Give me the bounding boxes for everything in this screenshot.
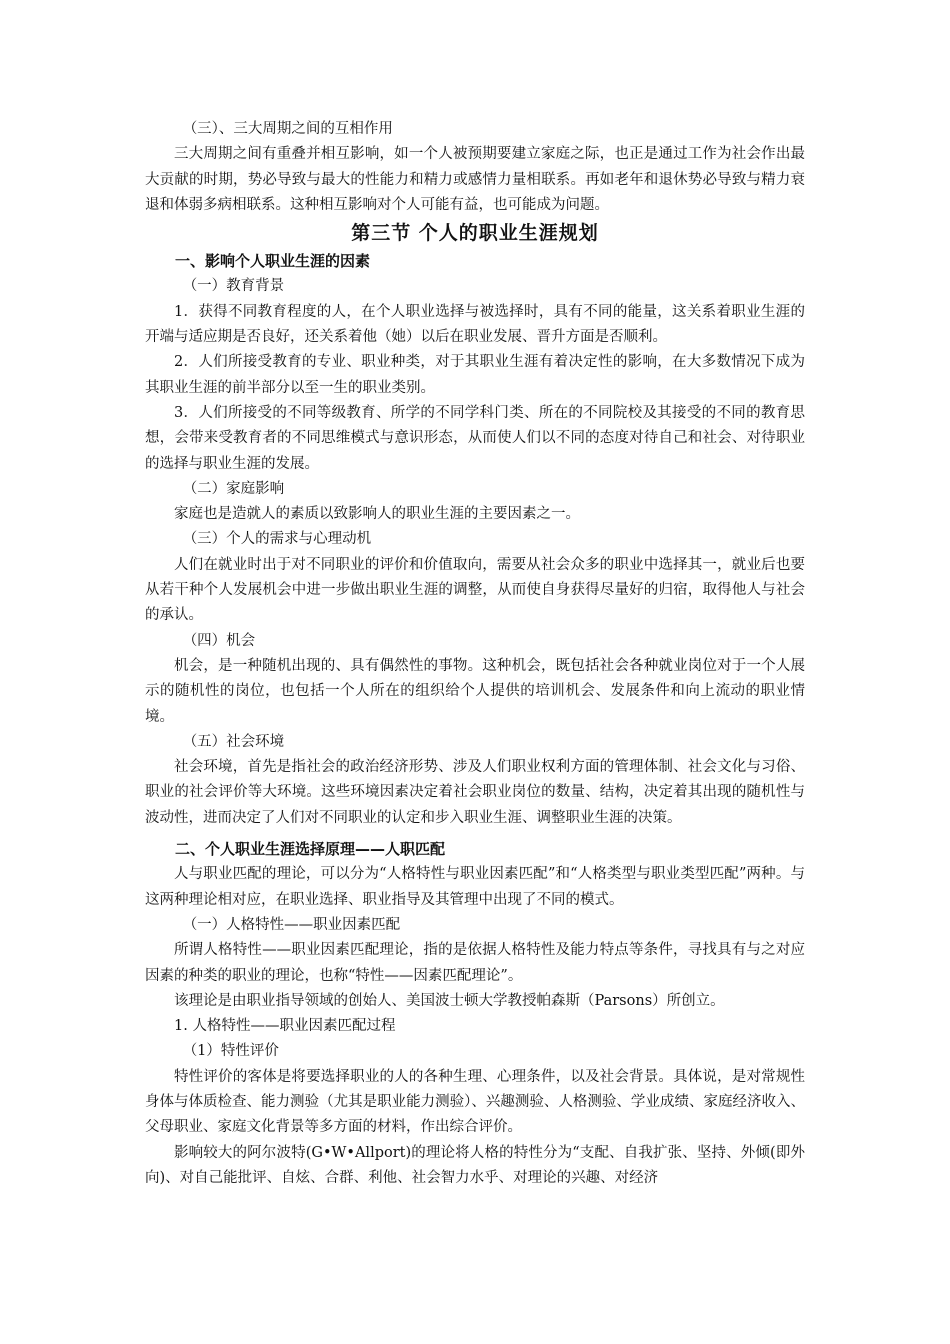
subheading-environment: （五）社会环境 xyxy=(182,733,285,750)
subheading-family: （二）家庭影响 xyxy=(182,480,285,497)
paragraph: 3．人们所接受的不同等级教育、所学的不同学科门类、所在的不同院校及其接受的不同的教育思想，会带来受教育者的不同思维模式与意识形态，从而使人们以不同的态度对待自己和社会、对待职业的选择与职业生涯的发展。 xyxy=(145,404,805,472)
paragraph: 2．人们所接受教育的专业、职业种类，对于其职业生涯有着决定性的影响，在大多数情况下成为其职业生涯的前半部分以至一生的职业类别。 xyxy=(145,354,805,396)
subheading-needs: （三）个人的需求与心理动机 xyxy=(182,531,372,548)
heading-matching: 二、个人职业生涯选择原理——人职匹配 xyxy=(175,840,446,859)
subheading-evaluation: （1）特性评价 xyxy=(182,1043,279,1060)
paragraph: 所谓人格特性——职业因素匹配理论，指的是依据人格特性及能力特点等条件，寻找具有与之对应因素的种类的职业的理论，也称“特性——因素匹配理论”。 xyxy=(145,942,805,984)
paragraph: 1．获得不同教育程度的人，在个人职业选择与被选择时，具有不同的能量，这关系着职业生涯的开端与适应期是否良好，还关系着他（她）以后在职业发展、晋升方面是否顺利。 xyxy=(145,303,805,346)
heading-factors: 一、影响个人职业生涯的因素 xyxy=(175,252,371,271)
section-title: 第三节 个人的职业生涯规划 xyxy=(351,222,599,245)
paragraph: 社会环境，首先是指社会的政治经济形势、涉及人们职业权利方面的管理体制、社会文化与习俗、职业的社会评价等大环境。这些环境因素决定着社会职业岗位的数量、结构，决定着其出现的随机性与波动性，进而决定了人们对不同职业的认定和步入职业生涯、调整职业生涯的决策。 xyxy=(145,759,805,826)
subheading-education: （一）教育背景 xyxy=(182,278,285,295)
subsection-heading: （三）、三大周期之间的互相作用 xyxy=(182,121,393,137)
paragraph: 人与职业匹配的理论，可以分为“人格特性与职业因素匹配”和“人格类型与职业类型匹配”两种。与这两种理论相对应，在职业选择、职业指导及其管理中出现了不同的模式。 xyxy=(145,866,805,908)
paragraph: 影响较大的阿尔波特(G•W•Allport)的理论将人格的特性分为“支配、自我扩张、坚持、外倾(即外向)、对自己能批评、自炫、合群、利他、社会智力水乎、对理论的兴趣、对经济 xyxy=(145,1144,805,1186)
subheading-trait-factor: （一）人格特性——职业因素匹配 xyxy=(182,916,401,933)
paragraph: 该理论是由职业指导领域的创始人、美国波士顿大学教授帕森斯（Parsons）所创立。 xyxy=(174,992,725,1009)
paragraph: 机会，是一种随机出现的、具有偶然性的事物。这种机会，既包括社会各种就业岗位对于一个人展示的随机性的岗位，也包括一个人所在的组织给个人提供的培训机会、发展条件和向上流动的职业情境。 xyxy=(145,657,805,725)
paragraph: 特性评价的客体是将要选择职业的人的各种生理、心理条件，以及社会背景。具体说，是对常规性身体与体质检查、能力测验（尤其是职业能力测验）、兴趣测验、人格测验、学业成绩、家庭经济收入、父母职业、家庭文化背景等多方面的材料，作出综合评价。 xyxy=(145,1068,805,1136)
paragraph: 家庭也是造就人的素质以致影响人的职业生涯的主要因素之一。 xyxy=(174,506,580,523)
subheading-process: 1. 人格特性——职业因素匹配过程 xyxy=(174,1018,396,1035)
paragraph: 人们在就业时出于对不同职业的评价和价值取向，需要从社会众多的职业中选择其一，就业后也要从若干种个人发展机会中进一步做出职业生涯的调整，从而使自身获得尽量好的归宿，取得他人与社会的承认。 xyxy=(145,556,805,624)
paragraph: 三大周期之间有重叠并相互影响，如一个人被预期要建立家庭之际，也正是通过工作为社会作出最大贡献的时期，势必导致与最大的性能力和精力或感情力量相联系。再如老年和退休势必导致与精力衰退和体弱多病相联系。这种相互影响对个人可能有益，也可能成为问题。 xyxy=(145,146,805,213)
document-body xyxy=(145,117,805,1191)
subheading-opportunity: （四）机会 xyxy=(182,632,256,649)
